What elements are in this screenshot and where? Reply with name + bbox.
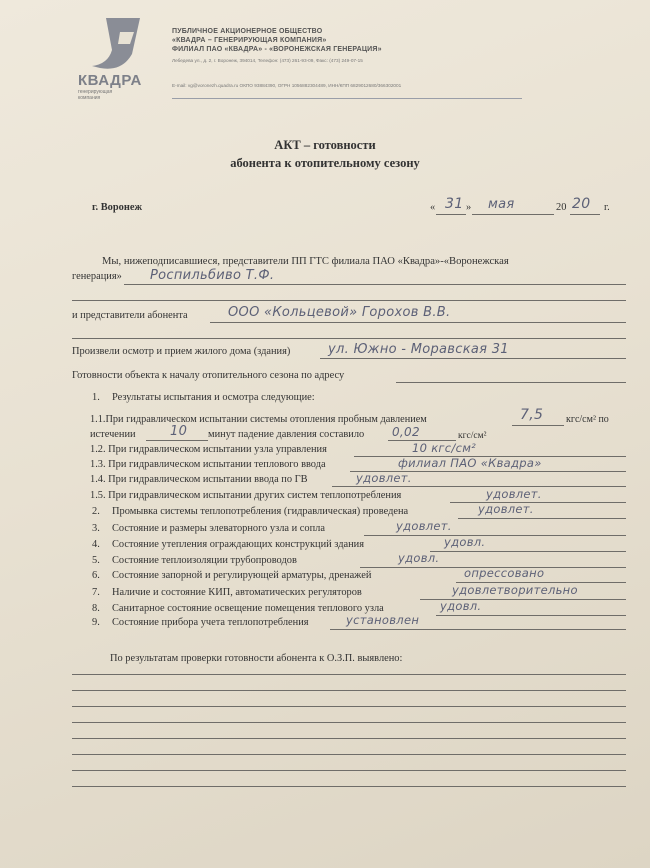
r11-unit: кгс/см² по xyxy=(566,414,609,425)
r13-label: 1.3. При гидравлическом испытании теплового ввода xyxy=(90,459,326,470)
result-item-label: Состояние утепления ограждающих конструкций здания xyxy=(112,539,365,550)
r13-value: филиал ПАО «Квадра» xyxy=(398,456,542,470)
result-item-number: 3. xyxy=(92,523,100,534)
result-item-value: удовлет. xyxy=(396,519,452,533)
day-underline xyxy=(436,214,466,215)
result-item-value: опрессовано xyxy=(464,566,545,580)
date-day: 31 xyxy=(445,196,464,212)
org-line-3: ФИЛИАЛ ПАО «КВАДРА» - «ВОРОНЕЖСКАЯ ГЕНЕРАЦИЯ» xyxy=(172,46,382,53)
ready-label: Готовности объекта к началу отопительного сезона по адресу xyxy=(72,370,345,381)
result-item-number: 4. xyxy=(92,539,100,550)
r11-unit2: кгс/см² xyxy=(458,431,487,441)
result-item-label: Промывка системы теплопотребления (гидравлическая) проведена xyxy=(112,506,409,517)
result-item-label: Состояние теплоизоляции трубопроводов xyxy=(112,555,297,566)
r15-value: удовлет. xyxy=(486,487,542,501)
city: г. Воронеж xyxy=(92,202,142,213)
result-item-number: 5. xyxy=(92,555,100,566)
result-item-value: удовл. xyxy=(444,535,486,549)
conclusion-label: По результатам проверки готовности абонента к О.З.П. выявлено: xyxy=(110,653,403,664)
results-num: 1. xyxy=(92,392,100,403)
blank-line-2 xyxy=(72,338,626,339)
result-item-underline xyxy=(436,615,626,616)
result-item-underline xyxy=(330,629,626,630)
ready-underline xyxy=(396,382,626,383)
logo-tagline: генерирующая компания xyxy=(78,89,113,101)
r14-value: удовлет. xyxy=(356,471,412,485)
result-item-value: удовл. xyxy=(440,599,482,613)
r11-pressure: 7,5 xyxy=(520,407,544,423)
result-item-number: 8. xyxy=(92,603,100,614)
date-year: 20 xyxy=(572,196,591,212)
quote-close: » xyxy=(466,202,472,213)
result-item-underline xyxy=(458,518,626,519)
conclusion-blank-line xyxy=(72,674,626,675)
kvadra-logo-icon xyxy=(78,14,158,74)
abonent-value: ООО «Кольцевой» Горохов В.В. xyxy=(228,305,451,320)
date-month: мая xyxy=(488,197,515,212)
result-item-label: Наличие и состояние КИП, автоматических регуляторов xyxy=(112,587,362,598)
conclusion-blank-line xyxy=(72,786,626,787)
rep-name: Роспильбиво Т.Ф. xyxy=(150,268,275,283)
doc-subtitle: абонента к отопительному сезону xyxy=(230,156,420,170)
conclusion-blank-line xyxy=(72,690,626,691)
result-item-underline xyxy=(430,551,626,552)
conclusion-blank-line xyxy=(72,738,626,739)
inspect-value: ул. Южно - Моравская 31 xyxy=(328,342,509,357)
r14-label: 1.4. При гидравлическом испытании ввода по ГВ xyxy=(90,474,308,485)
r12-value: 10 кгс/см² xyxy=(412,441,477,455)
r14-underline xyxy=(332,486,626,487)
r11-text-b: истечении xyxy=(90,429,136,440)
org-line-2: «КВАДРА – ГЕНЕРИРУЮЩАЯ КОМПАНИЯ» xyxy=(172,37,327,44)
year-underline xyxy=(570,214,600,215)
conclusion-blank-line xyxy=(72,770,626,771)
result-item-number: 2. xyxy=(92,506,100,517)
r11-pressure-underline xyxy=(512,425,564,426)
r15-underline xyxy=(450,502,626,503)
conclusion-blank-line xyxy=(72,754,626,755)
result-item-number: 6. xyxy=(92,570,100,581)
abonent-underline xyxy=(210,322,626,323)
doc-title: АКТ – готовности xyxy=(274,138,376,152)
conclusion-blank-line xyxy=(72,722,626,723)
result-item-label: Состояние и размеры элеваторного узла и сопла xyxy=(112,523,325,534)
org-line-1: ПУБЛИЧНОЕ АКЦИОНЕРНОЕ ОБЩЕСТВО xyxy=(172,28,323,35)
header-divider xyxy=(172,98,522,99)
year-suffix: г. xyxy=(604,202,610,213)
year-prefix: 20 xyxy=(556,202,567,213)
inspect-label: Произвели осмотр и прием жилого дома (здания) xyxy=(72,346,291,357)
result-item-label: Состояние запорной и регулирующей арматуры, дренажей xyxy=(112,570,372,581)
logo-wordmark: КВАДРА xyxy=(78,72,142,89)
conclusion-blank-line xyxy=(72,706,626,707)
result-item-underline xyxy=(364,535,626,536)
org-address: Лебедева ул., д. 2, г. Воронеж, 394014, Телефон: (473) 261-93-09, Факс: (473) 249-07-15 xyxy=(172,58,363,63)
month-underline xyxy=(472,214,554,215)
intro-text: Мы, нижеподписавшиеся, представители ПП ГТС филиала ПАО «Квадра»-«Воронежская xyxy=(102,256,509,267)
rep-underline xyxy=(124,284,626,285)
quote-open: « xyxy=(430,202,436,213)
r11-minutes: 10 xyxy=(170,424,188,439)
org-contacts: E-mail: vg@voronezh.quadra.ru ОКПО 93884390, ОГРН 1056882304489, ИНН/КПП 6829012680/366302001 xyxy=(172,83,402,88)
abonent-label: и представители абонента xyxy=(72,310,188,321)
result-item-label: Состояние прибора учета теплопотребления xyxy=(112,617,309,628)
result-item-value: удовлетворительно xyxy=(452,583,578,597)
r11-text-a: 1.1.При гидравлическом испытании системы отопления пробным давлением xyxy=(90,414,427,425)
result-item-value: удовл. xyxy=(398,551,440,565)
result-item-label: Санитарное состояние освещение помещения теплового узла xyxy=(112,603,384,614)
result-item-value: установлен xyxy=(346,613,420,627)
r11-drop: 0,02 xyxy=(392,425,420,439)
intro-text-2: генерация» xyxy=(72,271,122,282)
r15-label: 1.5. При гидравлическом испытании других систем теплопотребления xyxy=(90,490,402,501)
result-item-number: 7. xyxy=(92,587,100,598)
results-heading: Результаты испытания и осмотра следующие: xyxy=(112,392,315,403)
blank-line-1 xyxy=(72,300,626,301)
r11-text-c: минут падение давления составило xyxy=(208,429,365,440)
inspect-underline xyxy=(320,358,626,359)
r11-minutes-underline xyxy=(146,440,208,441)
r12-label: 1.2. При гидравлическом испытании узла управления xyxy=(90,444,327,455)
result-item-number: 9. xyxy=(92,617,100,628)
result-item-value: удовлет. xyxy=(478,502,534,516)
